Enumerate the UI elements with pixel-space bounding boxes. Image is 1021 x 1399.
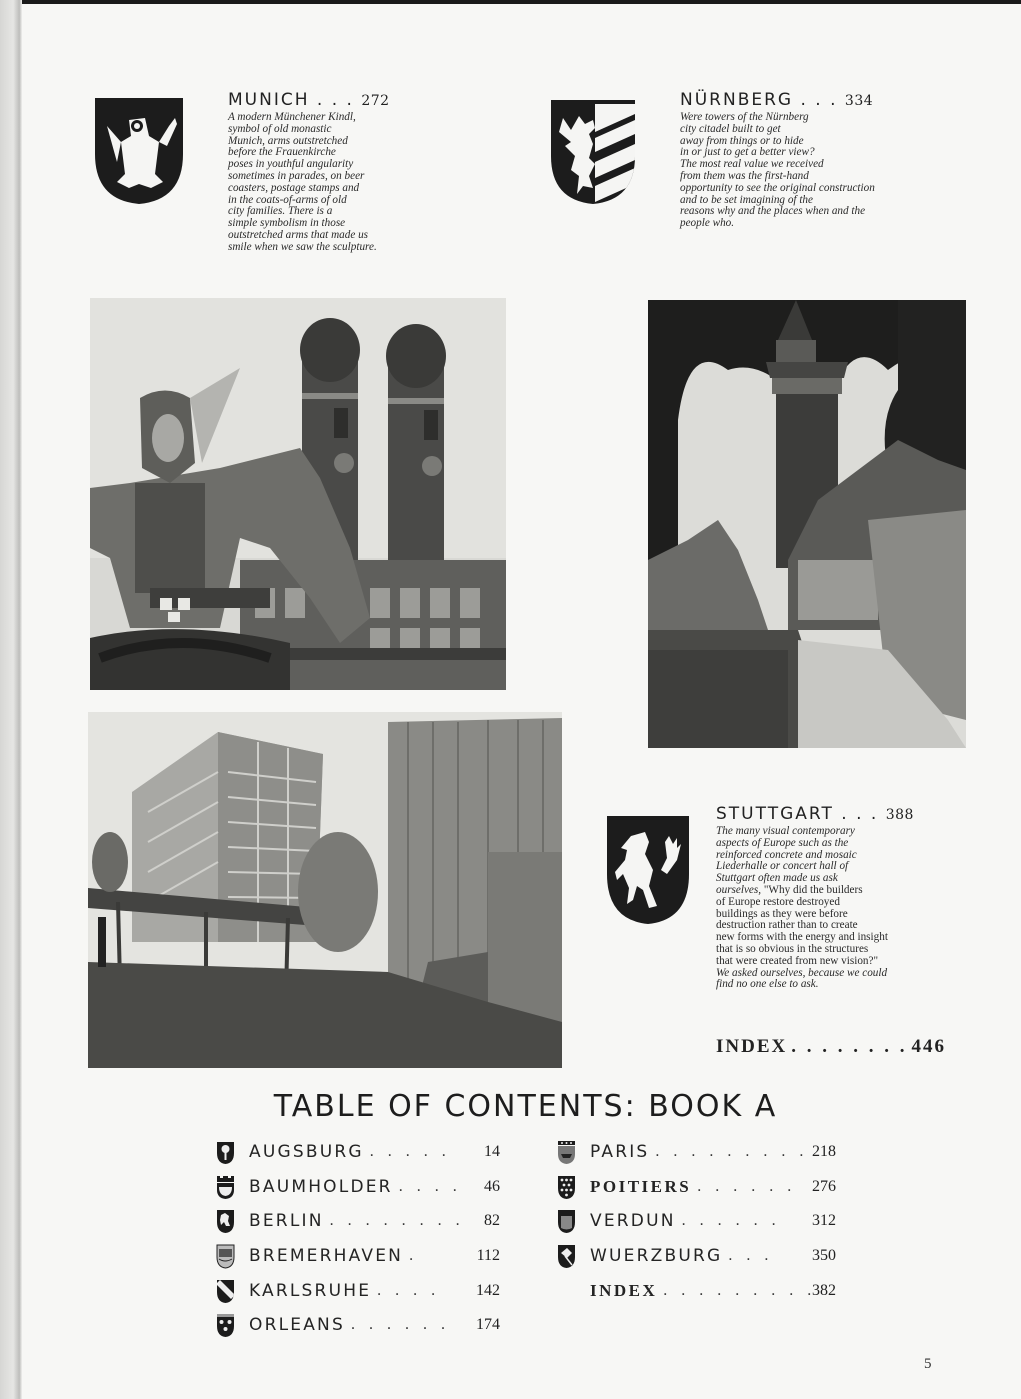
toc-item-bremerhaven[interactable]: BREMERHAVEN . 112 bbox=[216, 1239, 500, 1274]
nurnberg-entry-title: NÜRNBERG . . . 334 bbox=[680, 90, 874, 110]
augsburg-crest-icon bbox=[216, 1139, 235, 1165]
toc-item-poitiers[interactable]: POITIERS . . . . . . 276 bbox=[557, 1170, 836, 1205]
toc-page-number: 112 bbox=[476, 1247, 500, 1265]
munich-page-number: 272 bbox=[361, 93, 390, 109]
index-entry-main[interactable]: INDEX . . . . . . . . 446 bbox=[716, 1036, 946, 1057]
berlin-bear-crest-icon bbox=[216, 1208, 235, 1234]
toc-item-index[interactable]: INDEX . . . . . . . . . 382 bbox=[557, 1273, 836, 1308]
toc-item-paris[interactable]: PARIS . . . . . . . . . 218 bbox=[557, 1135, 836, 1170]
toc-page-number: 276 bbox=[812, 1177, 836, 1195]
karlsruhe-crest-icon bbox=[216, 1278, 235, 1304]
nurnberg-page-number: 334 bbox=[844, 93, 874, 109]
stuttgart-description: The many visual contemporary aspects of Europe such as the reinforced concrete and mosaic Liederhalle or concert hall of Stuttgart often made us ask ourselves, "Why did the builders of Europe restore destroyed buildings as they were before destruction rather than to create new forms with the energy and insight that is so obvious in the structures that were created from new vision?" We asked ourselves, because we could find no one else to ask. bbox=[716, 825, 888, 991]
toc-page-number: 142 bbox=[476, 1281, 500, 1299]
stuttgart-horse-crest-icon bbox=[605, 814, 691, 930]
toc-item-orleans[interactable]: ORLEANS . . . . . . 174 bbox=[216, 1308, 500, 1343]
book-gutter bbox=[0, 0, 22, 1399]
munich-entry bbox=[228, 90, 390, 254]
toc-item-verdun[interactable]: VERDUN . . . . . . 312 bbox=[557, 1204, 836, 1239]
toc-item-augsburg[interactable]: AUGSBURG . . . . . 14 bbox=[216, 1135, 500, 1170]
page-top-edge bbox=[0, 0, 1021, 4]
index-page-number: 446 bbox=[911, 1036, 946, 1057]
stuttgart-entry bbox=[716, 804, 914, 991]
wuerzburg-banner-crest-icon bbox=[557, 1243, 576, 1269]
toc-right-column bbox=[557, 1135, 836, 1308]
bremerhaven-crest-icon bbox=[216, 1243, 235, 1269]
toc-page-number: 46 bbox=[484, 1177, 500, 1195]
toc-item-baumholder[interactable]: BAUMHOLDER . . . . 46 bbox=[216, 1170, 500, 1205]
toc-page-number: 350 bbox=[812, 1247, 836, 1265]
toc-icon-spacer bbox=[557, 1278, 576, 1304]
paris-ship-crest-icon bbox=[557, 1139, 576, 1165]
toc-page-number: 218 bbox=[812, 1143, 836, 1161]
toc-item-berlin[interactable]: BERLIN . . . . . . . . 82 bbox=[216, 1204, 500, 1239]
stuttgart-page-number: 388 bbox=[885, 807, 914, 823]
toc-page-number: 82 bbox=[484, 1212, 500, 1230]
stuttgart-liederhalle-photo bbox=[88, 712, 562, 1068]
toc-page-number: 382 bbox=[812, 1281, 836, 1299]
toc-title: TABLE OF CONTENTS: BOOK A bbox=[273, 1089, 778, 1124]
stuttgart-entry-title: STUTTGART . . . 388 bbox=[716, 804, 914, 824]
poitiers-crest-icon bbox=[557, 1174, 576, 1200]
toc-page-number: 312 bbox=[812, 1212, 836, 1230]
toc-left-column bbox=[216, 1135, 500, 1343]
munich-description: A modern Münchener Kindl, symbol of old monastic Munich, arms outstretched before the Frauenkirche poses in youthful angularity sometimes in parades, on beer coasters, postage stamps and in the coats-of-arms of old city families. There is a simple symbolism in those outstretched arms that made us smile when we saw the sculpture. bbox=[228, 111, 377, 253]
nurnberg-eagle-crest-icon bbox=[549, 98, 637, 210]
verdun-castle-crest-icon bbox=[557, 1208, 576, 1234]
toc-page-number: 174 bbox=[476, 1316, 500, 1334]
baumholder-crest-icon bbox=[216, 1174, 235, 1200]
toc-item-karlsruhe[interactable]: KARLSRUHE . . . . 142 bbox=[216, 1273, 500, 1308]
toc-page-number: 14 bbox=[484, 1143, 500, 1161]
nurnberg-entry bbox=[680, 90, 875, 230]
orleans-lilies-crest-icon bbox=[216, 1312, 235, 1338]
munich-entry-title: MUNICH . . . 272 bbox=[228, 90, 390, 110]
page-number: 5 bbox=[924, 1356, 932, 1372]
munich-kindl-crest-icon bbox=[93, 96, 185, 210]
toc-item-wuerzburg[interactable]: WUERZBURG . . . 350 bbox=[557, 1239, 836, 1274]
nurnberg-description: Were towers of the Nürnberg city citadel built to get away from things or to hide in or just to get a better view? The most real value we received from them was the first-hand opportunity to see the original construction and to be set imagining of the reasons why and the places when and the people who. bbox=[680, 111, 875, 230]
munich-kindl-sculpture-frauenkirche-photo bbox=[90, 298, 506, 690]
nurnberg-castle-tower-photo bbox=[648, 300, 966, 748]
